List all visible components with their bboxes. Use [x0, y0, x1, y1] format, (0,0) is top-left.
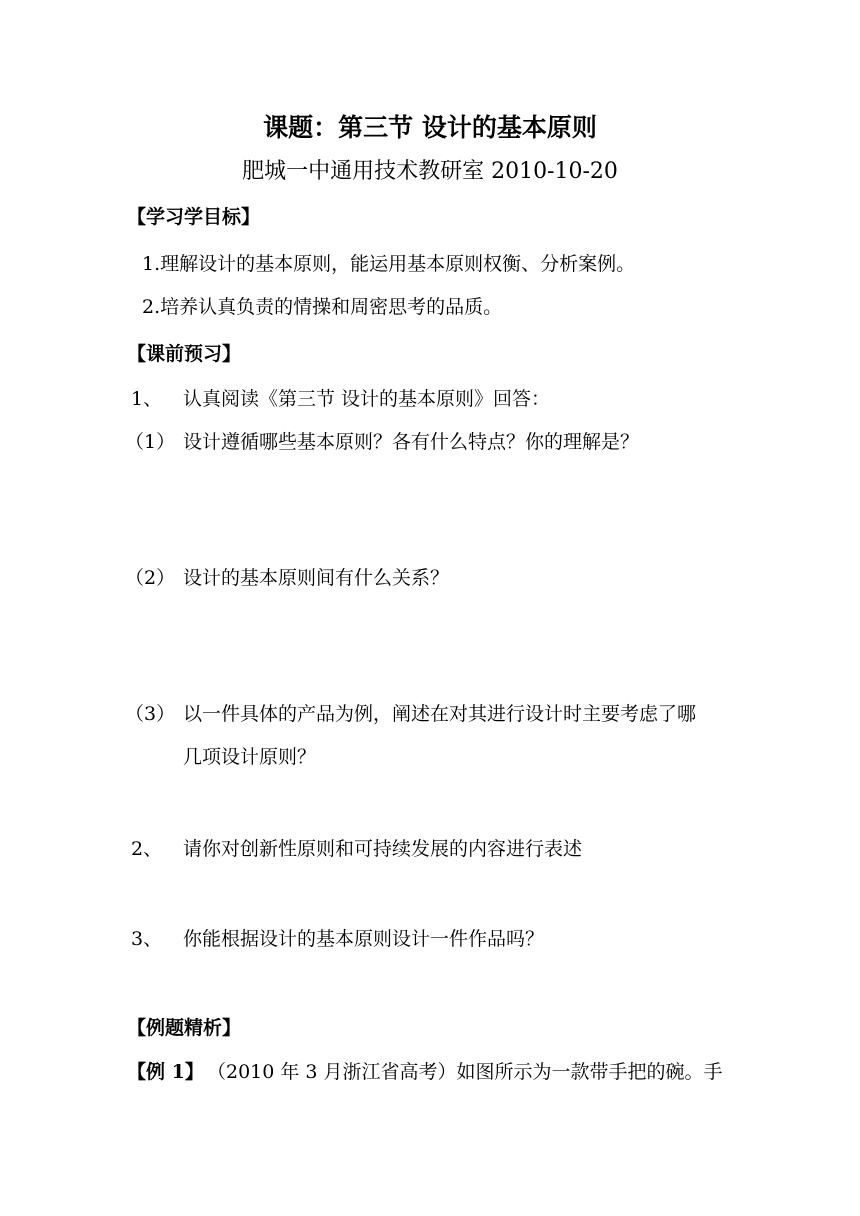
section-heading-preview: 【课前预习】	[127, 343, 242, 365]
section-heading-objectives: 【学习学目标】	[127, 206, 261, 228]
subquestion-3-text-line1: 以一件具体的产品为例，阐述在对其进行设计时主要考虑了哪	[183, 703, 697, 725]
question-1-number: 1、	[131, 388, 163, 410]
question-2-text: 请你对创新性原则和可持续发展的内容进行表述	[183, 838, 583, 860]
question-3-text: 你能根据设计的基本原则设计一件作品吗？	[183, 928, 545, 950]
section-heading-examples: 【例题精析】	[127, 1017, 242, 1039]
objective-item-1: 1.理解设计的基本原则，能运用基本原则权衡、分析案例。	[142, 253, 636, 275]
question-2-number: 2、	[131, 838, 163, 860]
subquestion-1-number: （1）	[125, 431, 176, 453]
page-subtitle: 肥城一中通用技术教研室 2010-10-20	[242, 159, 618, 184]
example-1-label: 【例 1】	[127, 1061, 204, 1083]
subquestion-3-text-line2: 几项设计原则？	[183, 746, 317, 768]
page-title: 课题：第三节 设计的基本原则	[263, 113, 597, 142]
subquestion-2-number: （2）	[125, 567, 176, 589]
subquestion-1-text: 设计遵循哪些基本原则？各有什么特点？你的理解是？	[183, 431, 640, 453]
objective-item-2: 2.培养认真负责的情操和周密思考的品质。	[142, 296, 503, 318]
question-3-number: 3、	[131, 928, 163, 950]
subquestion-2-text: 设计的基本原则间有什么关系？	[183, 567, 450, 589]
question-1-text: 认真阅读《第三节 设计的基本原则》回答：	[183, 388, 551, 410]
example-1-text: （2010 年 3 月浙江省高考）如图所示为一款带手把的碗。手	[207, 1061, 723, 1083]
subquestion-3-number: （3）	[125, 703, 176, 725]
